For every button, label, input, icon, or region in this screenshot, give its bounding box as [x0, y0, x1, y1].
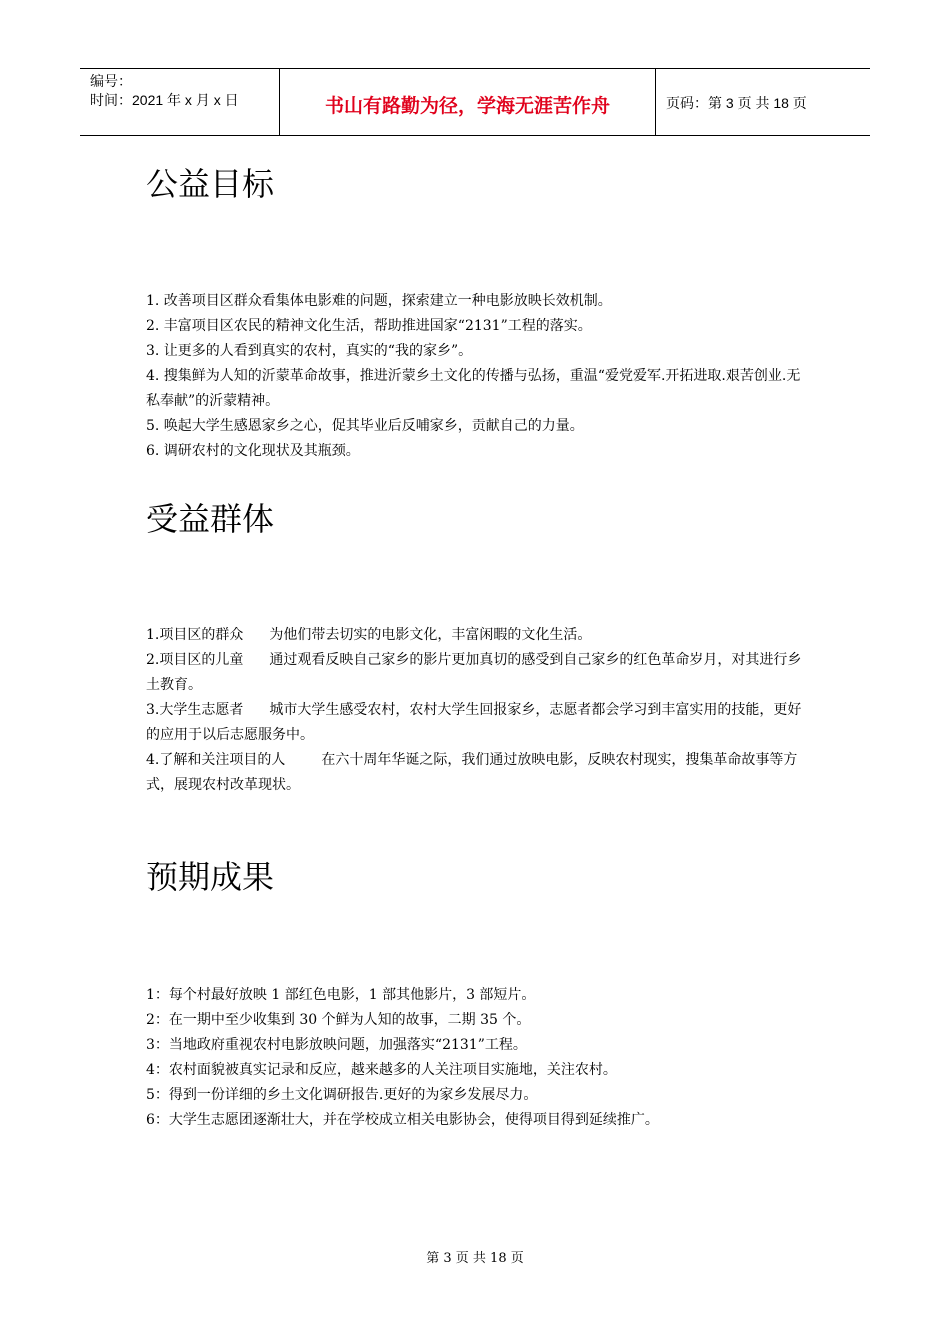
outcomes-list [146, 983, 810, 1133]
section-title-beneficiaries: 受益群体 [146, 500, 275, 538]
header-motto: 书山有路勤为径，学海无涯苦作舟 [280, 69, 656, 135]
beneficiary-label: 4.了解和关注项目的人 [146, 752, 286, 768]
list-item [146, 648, 810, 698]
beneficiary-text: 通过观看反映自己家乡的影片更加真切的感受到自己家乡的红色革命岁月，对其进行乡土教育。 [146, 652, 802, 693]
number-label: 编号： [90, 73, 132, 89]
list-item: 6. 调研农村的文化现状及其瓶颈。 [146, 443, 360, 459]
list-item: 3：当地政府重视农村电影放映问题，加强落实“2131”工程。 [146, 1037, 527, 1053]
header-meta [80, 69, 280, 135]
beneficiary-label: 2.项目区的儿童 [146, 652, 244, 668]
beneficiary-label: 1.项目区的群众 [146, 627, 244, 643]
list-item [146, 623, 810, 648]
list-item: 4：农村面貌被真实记录和反应，越来越多的人关注项目实施地，关注农村。 [146, 1062, 617, 1078]
list-item: 1. 改善项目区群众看集体电影难的问题，探索建立一种电影放映长效机制。 [146, 293, 612, 309]
section-title-outcomes: 预期成果 [146, 858, 275, 896]
list-item [146, 698, 810, 748]
beneficiary-text: 为他们带去切实的电影文化，丰富闲暇的文化生活。 [269, 627, 592, 643]
list-item: 1：每个村最好放映 1 部红色电影，1 部其他影片，3 部短片。 [146, 987, 536, 1003]
beneficiaries-list [146, 623, 810, 798]
list-item: 5：得到一份详细的乡土文化调研报告.更好的为家乡发展尽力。 [146, 1087, 538, 1103]
beneficiary-label: 3.大学生志愿者 [146, 702, 244, 718]
beneficiary-text: 在六十周年华诞之际，我们通过放映电影，反映农村现实，搜集革命故事等方式，展现农村改革现状。 [146, 752, 798, 793]
list-item: 5. 唤起大学生感恩家乡之心，促其毕业后反哺家乡，贡献自己的力量。 [146, 418, 584, 434]
list-item: 2. 丰富项目区农民的精神文化生活，帮助推进国家“2131”工程的落实。 [146, 318, 592, 334]
time-label: 时间：2021 年 x 月 x 日 [90, 92, 239, 108]
list-item: 4. 搜集鲜为人知的沂蒙革命故事，推进沂蒙乡土文化的传播与弘扬，重温“爱党爱军.开拓进取.艰苦创业.无私奉献”的沂蒙精神。 [146, 368, 801, 409]
page-footer: 第 3 页 共 18 页 [426, 1251, 524, 1266]
list-item: 3. 让更多的人看到真实的农村，真实的“我的家乡”。 [146, 343, 473, 359]
list-item: 6：大学生志愿团逐渐壮大，并在学校成立相关电影协会，使得项目得到延续推广。 [146, 1112, 659, 1128]
section-title-goals: 公益目标 [146, 165, 275, 203]
page-header [80, 68, 870, 136]
header-page-info: 页码：第 3 页 共 18 页 [666, 95, 807, 111]
beneficiary-text: 城市大学生感受农村，农村大学生回报家乡，志愿者都会学习到丰富实用的技能，更好的应用于以后志愿服务中。 [146, 702, 802, 743]
list-item: 2：在一期中至少收集到 30 个鲜为人知的故事，二期 35 个。 [146, 1012, 531, 1028]
goals-list [146, 289, 810, 464]
list-item [146, 748, 810, 798]
